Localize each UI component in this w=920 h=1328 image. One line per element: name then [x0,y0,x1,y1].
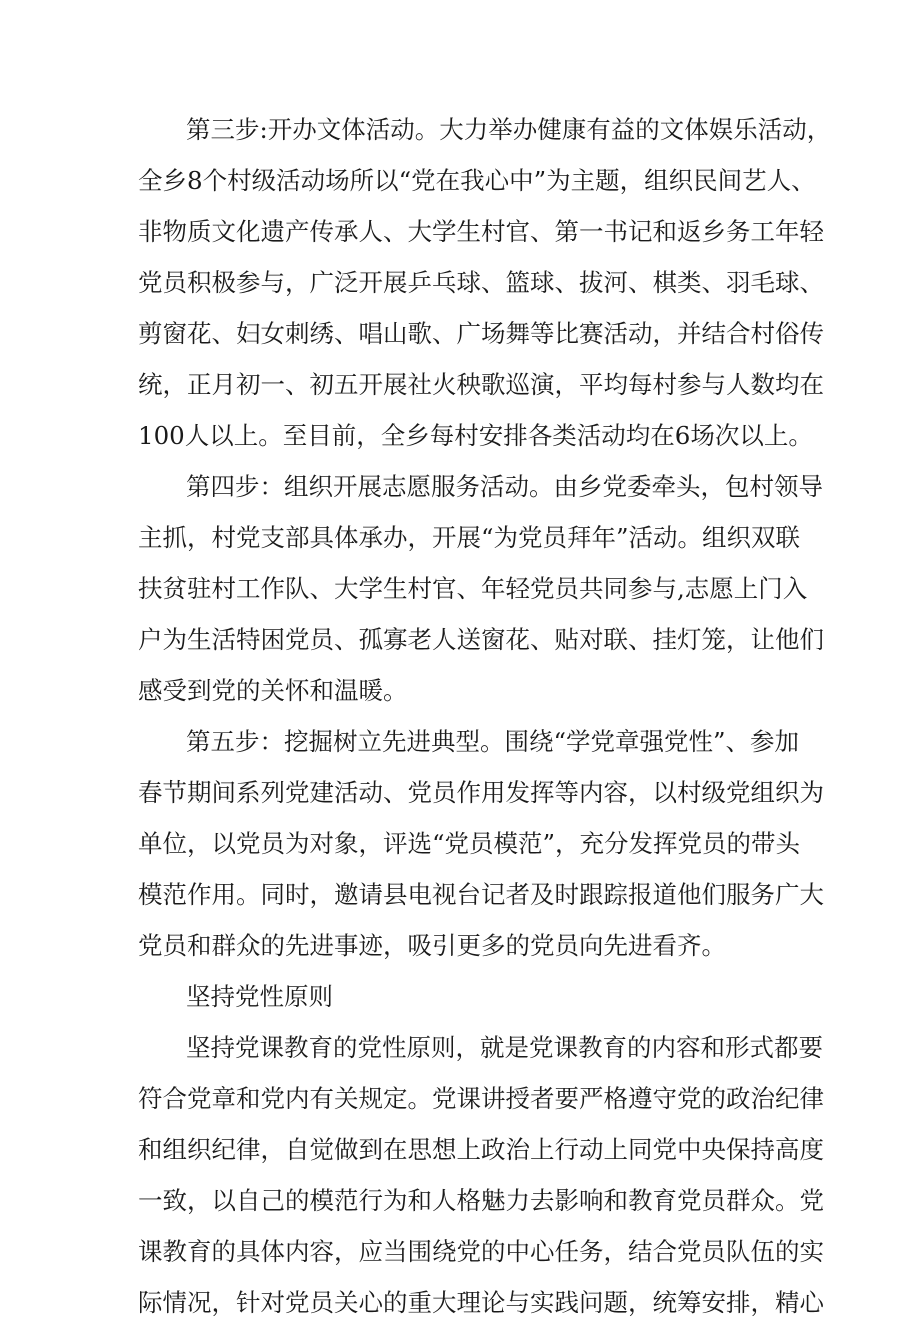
text-line: 主抓，村党支部具体承办，开展“为党员拜年”活动。组织双联 [138,523,801,552]
text-line: 全乡8个村级活动场所以“党在我心中”为主题，组织民间艺人、 [138,166,816,195]
text-line: 坚持党性原则 [186,982,333,1011]
text-line: 党员积极参与，广泛开展乒乓球、篮球、拔河、棋类、羽毛球、 [138,268,824,297]
body-text [138,104,838,1328]
text-line: 户为生活特困党员、孤寡老人送窗花、贴对联、挂灯笼，让他们 [138,625,824,654]
text-line: 统，正月初一、初五开展社火秧歌巡演，平均每村参与人数均在 [138,370,824,399]
text-line: 第四步：组织开展志愿服务活动。由乡党委牵头，包村领导 [186,472,823,501]
text-line: 第五步：挖掘树立先进典型。围绕“学党章强党性”、参加 [186,727,800,756]
text-line: 剪窗花、妇女刺绣、唱山歌、广场舞等比赛活动，并结合村俗传 [138,319,824,348]
text-line: 扶贫驻村工作队、大学生村官、年轻党员共同参与,志愿上门入 [138,574,808,603]
text-line: 符合党章和党内有关规定。党课讲授者要严格遵守党的政治纪律 [138,1084,824,1113]
text-line: 坚持党课教育的党性原则，就是党课教育的内容和形式都要 [186,1033,823,1062]
text-line: 党员和群众的先进事迹，吸引更多的党员向先进看齐。 [138,931,726,960]
text-line: 春节期间系列党建活动、党员作用发挥等内容，以村级党组织为 [138,778,824,807]
text-line: 际情况，针对党员关心的重大理论与实践问题，统筹安排，精心 [138,1288,824,1317]
text-line: 单位，以党员为对象，评选“党员模范”，充分发挥党员的带头 [138,829,801,858]
text-line: 课教育的具体内容，应当围绕党的中心任务，结合党员队伍的实 [138,1237,824,1266]
text-line: 一致，以自己的模范行为和人格魅力去影响和教育党员群众。党 [138,1186,824,1215]
text-line: 感受到党的关怀和温暖。 [138,676,408,705]
text-line: 100人以上。至目前，全乡每村安排各类活动均在6场次以上。 [138,421,813,450]
text-line: 非物质文化遗产传承人、大学生村官、第一书记和返乡务工年轻 [138,217,824,246]
text-line: 模范作用。同时，邀请县电视台记者及时跟踪报道他们服务广大 [138,880,824,909]
text-line: 第三步:开办文体活动。大力举办健康有益的文体娱乐活动， [186,115,832,144]
text-line: 和组织纪律，自觉做到在思想上政治上行动上同党中央保持高度 [138,1135,824,1164]
